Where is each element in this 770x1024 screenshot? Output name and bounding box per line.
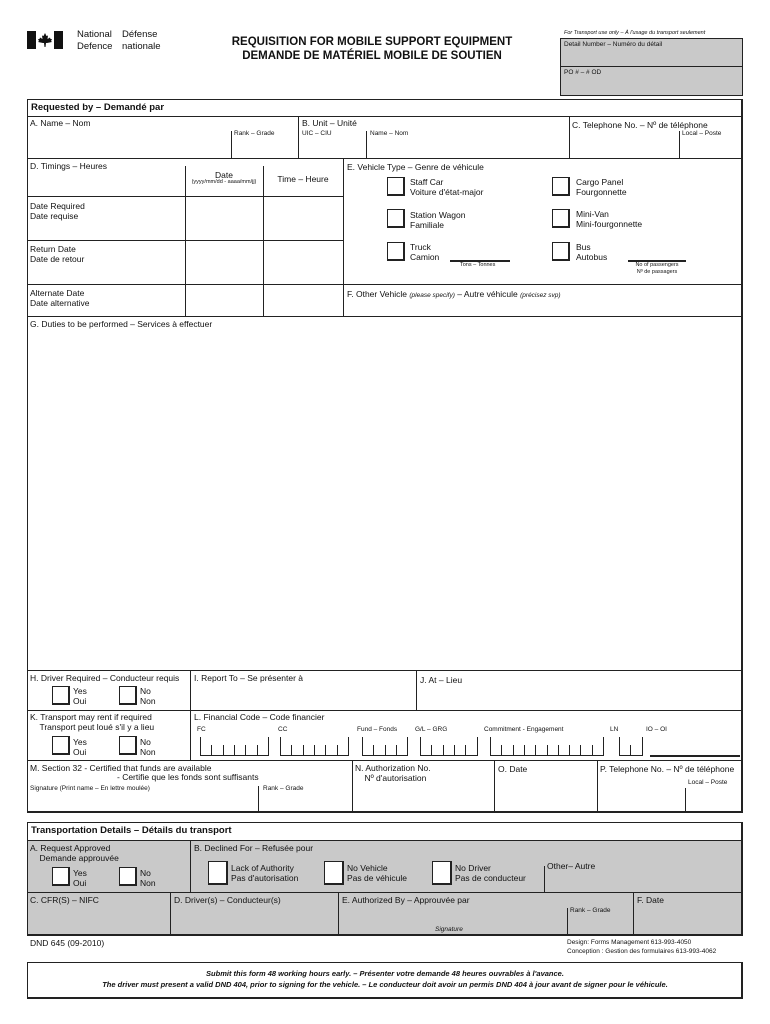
digit-box-divider xyxy=(396,745,397,756)
authorized-rank-field[interactable]: Rank – Grade xyxy=(570,907,611,914)
fc-digit-boxes[interactable] xyxy=(200,737,269,756)
digit-box-divider xyxy=(234,745,235,756)
time-column-header: Time – Heure xyxy=(277,174,329,184)
ln-digit-boxes[interactable] xyxy=(619,737,643,756)
tons-label: Tons – Tonnes xyxy=(460,262,496,268)
digit-box-divider xyxy=(592,745,593,756)
digit-box-divider xyxy=(362,737,363,755)
digit-box-divider xyxy=(337,745,338,756)
no-driver-label: No Driver Pas de conducteur xyxy=(455,863,526,883)
rent-yes-label: Yes Oui xyxy=(73,737,87,757)
passengers-label: No of passengers Nº de passagers xyxy=(635,262,679,275)
section32-label: M. Section 32 - Certified that funds are available xyxy=(30,763,212,773)
digit-box-divider xyxy=(547,745,548,756)
timings-label: D. Timings – Heures xyxy=(30,161,107,171)
org-name-en: National Defence xyxy=(77,29,113,52)
rent-no-label: No Non xyxy=(140,737,156,757)
digit-box-divider xyxy=(200,737,201,755)
unit-label: B. Unit – Unité xyxy=(302,118,357,128)
mini-van-label: Mini-Van Mini-fourgonnette xyxy=(576,209,643,229)
approved-no-checkbox[interactable] xyxy=(119,867,137,886)
digit-box-divider xyxy=(477,737,478,755)
fc-label: FC xyxy=(197,726,206,733)
approved-yes-label: Yes Oui xyxy=(73,868,87,888)
driver-required-label: H. Driver Required – Conducteur requis xyxy=(30,673,180,683)
requested-by-section xyxy=(27,99,743,813)
io-label: IO – OI xyxy=(646,726,667,733)
digit-box-divider xyxy=(223,745,224,756)
approved-no-label: No Non xyxy=(140,868,156,888)
digit-box-divider xyxy=(513,745,514,756)
local-field[interactable]: Local – Poste xyxy=(682,130,722,137)
fund-digit-boxes[interactable] xyxy=(362,737,408,756)
declined-for-label: B. Declined For – Refusée pour xyxy=(194,843,314,853)
truck-checkbox[interactable] xyxy=(387,242,405,261)
canada-flag-logo xyxy=(27,31,63,49)
cc-label: CC xyxy=(278,726,288,733)
return-date-label: Return Date Date de retour xyxy=(30,244,85,264)
section32-rank-field[interactable]: Rank – Grade xyxy=(263,785,304,792)
authorization-no-field[interactable]: N. Authorization No. Nº d'autorisation xyxy=(355,763,431,783)
no-driver-checkbox[interactable] xyxy=(432,861,452,885)
section-heading: Requested by – Demandé par xyxy=(31,102,165,113)
signature-label: Signature xyxy=(435,926,463,933)
other-reason-field[interactable]: Other– Autre xyxy=(547,861,596,871)
uic-field[interactable]: UIC – CIU xyxy=(302,130,332,137)
driver-yes-checkbox[interactable] xyxy=(52,686,70,705)
digit-box-divider xyxy=(535,745,536,756)
alternate-date-label: Alternate Date Date alternative xyxy=(30,288,90,308)
commitment-label: Commitment - Engagement xyxy=(484,726,564,733)
io-input-line[interactable] xyxy=(650,755,740,757)
cfr-field[interactable]: C. CFR(S) – NIFC xyxy=(30,895,99,905)
detail-number-field[interactable]: Detail Number – Numéro du détail xyxy=(564,41,663,48)
notice-text: Submit this form 48 working hours early. – Présenter votre demande 48 heures ouvrables à l'avance. The driver must present a valid DND 404, prior to signing for the vehicle. – Le conducteur doit avoir un permis DND 404 à jour avant de signer pour le véhicule. xyxy=(102,969,668,989)
form-title: REQUISITION FOR MOBILE SUPPORT EQUIPMENT DEMANDE DE MATÉRIEL MOBILE DE SOUTIEN xyxy=(231,36,513,62)
staff-car-label: Staff Car Voiture d'état-major xyxy=(410,177,484,197)
digit-box-divider xyxy=(325,745,326,756)
approved-yes-checkbox[interactable] xyxy=(52,867,70,886)
bus-label: Bus Autobus xyxy=(576,242,608,262)
ln-label: LN xyxy=(610,726,619,733)
section32-signature-field[interactable]: Signature (Print name – En lettre moulée) xyxy=(30,785,150,792)
digit-box-divider xyxy=(465,745,466,756)
fund-label: Fund – Fonds xyxy=(357,726,398,733)
commitment-digit-boxes[interactable] xyxy=(490,737,604,756)
station-wagon-label: Station Wagon Familiale xyxy=(410,210,466,230)
other-vehicle-field[interactable]: F. Other Vehicle (please specify) – Autre véhicule (précisez svp) xyxy=(347,289,561,299)
location-field[interactable]: J. At – Lieu xyxy=(420,675,463,685)
telephone-field[interactable]: C. Telephone No. – Nº de téléphone xyxy=(572,120,708,130)
date-format-hint: (yyyy/mm/dd - aaaa/mm/jj) xyxy=(191,179,257,185)
no-vehicle-checkbox[interactable] xyxy=(324,861,344,885)
no-vehicle-label: No Vehicle Pas de véhicule xyxy=(347,863,408,883)
digit-box-divider xyxy=(280,737,281,755)
date-required-label: Date Required Date requise xyxy=(30,201,85,221)
digit-box-divider xyxy=(501,745,502,756)
truck-label: Truck Camion xyxy=(410,242,440,262)
digit-box-divider xyxy=(385,745,386,756)
gl-digit-boxes[interactable] xyxy=(420,737,478,756)
cc-digit-boxes[interactable] xyxy=(280,737,349,756)
digit-box-divider xyxy=(303,745,304,756)
transport-date-field[interactable]: F. Date xyxy=(637,895,664,905)
digit-box-divider xyxy=(348,737,349,755)
request-approved-label: A. Request Approved Demande approuvée xyxy=(30,843,119,863)
digit-box-divider xyxy=(558,745,559,756)
driver-yes-label: Yes Oui xyxy=(73,686,87,706)
digit-box-divider xyxy=(524,745,525,756)
form-number: DND 645 (09-2010) xyxy=(30,938,105,948)
unit-name-field[interactable]: Name – Nom xyxy=(370,130,409,137)
digit-box-divider xyxy=(211,745,212,756)
digit-box-divider xyxy=(619,737,620,755)
cargo-panel-label: Cargo Panel Fourgonnette xyxy=(576,177,627,197)
digit-box-divider xyxy=(407,737,408,755)
org-name-fr: Défense nationale xyxy=(122,29,161,52)
authorized-by-field[interactable]: E. Authorized By – Approuvée par xyxy=(342,895,470,905)
digit-box-divider xyxy=(373,745,374,756)
gl-label: G/L – GRG xyxy=(415,726,448,733)
section-heading: Transportation Details – Détails du transport xyxy=(31,825,232,836)
digit-box-divider xyxy=(431,745,432,756)
vehicle-type-label: E. Vehicle Type – Genre de véhicule xyxy=(347,162,484,172)
lack-authority-label: Lack of Authority Pas d'autorisation xyxy=(231,863,299,883)
transport-use-note: For Transport use only – À l'usage du transport seulement xyxy=(564,30,706,36)
name-field[interactable]: A. Name – Nom xyxy=(30,118,91,128)
authorizer-local-field[interactable]: Local – Poste xyxy=(688,779,728,786)
digit-box-divider xyxy=(580,745,581,756)
duties-field[interactable]: G. Duties to be performed – Services à effectuer xyxy=(30,319,213,329)
station-wagon-checkbox[interactable] xyxy=(387,209,405,228)
section32-label-fr: - Certifie que les fonds sont suffisants xyxy=(117,772,259,782)
digit-box-divider xyxy=(314,745,315,756)
digit-box-divider xyxy=(630,745,631,756)
lack-authority-checkbox[interactable] xyxy=(208,861,228,885)
mini-van-checkbox[interactable] xyxy=(552,209,570,228)
digit-box-divider xyxy=(443,745,444,756)
digit-box-divider xyxy=(291,745,292,756)
report-to-field[interactable]: I. Report To – Se présenter à xyxy=(194,673,303,683)
authorizer-telephone-field[interactable]: P. Telephone No. – Nº de téléphone xyxy=(600,764,735,774)
design-credit: Design: Forms Management 613-993-4050 Conception : Gestion des formulaires 613-993-4062 xyxy=(567,939,717,955)
digit-box-divider xyxy=(268,737,269,755)
digit-box-divider xyxy=(420,737,421,755)
drivers-field[interactable]: D. Driver(s) – Conducteur(s) xyxy=(174,895,281,905)
po-number-field[interactable]: PO # – # OD xyxy=(564,69,602,76)
transport-rent-label: K. Transport may rent if required Transport peut loué s'il y a lieu xyxy=(30,712,155,732)
driver-no-checkbox[interactable] xyxy=(119,686,137,705)
rank-field[interactable]: Rank – Grade xyxy=(234,130,275,137)
staff-car-checkbox[interactable] xyxy=(387,177,405,196)
driver-no-label: No Non xyxy=(140,686,156,706)
cargo-panel-checkbox[interactable] xyxy=(552,177,570,196)
digit-box-divider xyxy=(454,745,455,756)
digit-box-divider xyxy=(245,745,246,756)
digit-box-divider xyxy=(569,745,570,756)
financial-code-label: L. Financial Code – Code financier xyxy=(194,712,325,722)
date-column-header: Date xyxy=(215,170,233,180)
digit-box-divider xyxy=(490,737,491,755)
digit-box-divider xyxy=(603,737,604,755)
date-field[interactable]: O. Date xyxy=(498,764,528,774)
bus-checkbox[interactable] xyxy=(552,242,570,261)
digit-box-divider xyxy=(642,737,643,755)
digit-box-divider xyxy=(257,745,258,756)
